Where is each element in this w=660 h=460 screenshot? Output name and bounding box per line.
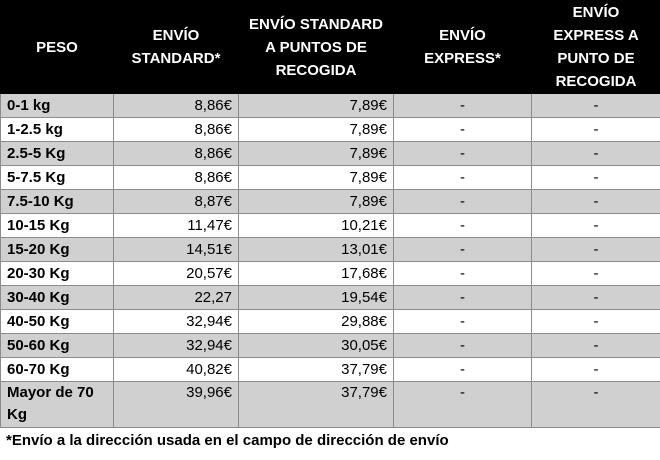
table-row: [1, 262, 660, 286]
table-row: [1, 190, 660, 214]
cell-peso: 15-20 Kg: [1, 238, 114, 262]
cell-standard-puntos: 13,01€: [239, 238, 394, 262]
cell-express-punto: -: [532, 286, 660, 310]
cell-standard: 32,94€: [114, 310, 239, 334]
cell-peso: 7.5-10 Kg: [1, 190, 114, 214]
cell-standard: 20,57€: [114, 262, 239, 286]
table-row: [1, 94, 660, 118]
cell-express: -: [394, 142, 532, 166]
cell-peso: 1-2.5 kg: [1, 118, 114, 142]
table-row: [1, 166, 660, 190]
cell-standard: 8,86€: [114, 118, 239, 142]
cell-standard: 8,86€: [114, 142, 239, 166]
cell-express-punto: -: [532, 190, 660, 214]
cell-express: -: [394, 310, 532, 334]
table-row: [1, 142, 660, 166]
cell-peso: 30-40 Kg: [1, 286, 114, 310]
cell-express: -: [394, 214, 532, 238]
cell-peso: 20-30 Kg: [1, 262, 114, 286]
cell-standard-puntos: 7,89€: [239, 118, 394, 142]
cell-standard-puntos: 37,79€: [239, 382, 394, 428]
cell-standard-puntos: 7,89€: [239, 190, 394, 214]
header-standard: ENVÍO STANDARD*: [114, 1, 239, 94]
cell-standard: 39,96€: [114, 382, 239, 428]
table-row: [1, 286, 660, 310]
cell-express-punto: -: [532, 334, 660, 358]
cell-standard-puntos: 17,68€: [239, 262, 394, 286]
table-row: [1, 382, 660, 428]
cell-express: -: [394, 166, 532, 190]
cell-standard: 8,87€: [114, 190, 239, 214]
cell-peso: 2.5-5 Kg: [1, 142, 114, 166]
cell-express-punto: -: [532, 358, 660, 382]
table-row: [1, 118, 660, 142]
header-peso: PESO: [1, 1, 114, 94]
table-row: [1, 214, 660, 238]
cell-peso: 10-15 Kg: [1, 214, 114, 238]
cell-express-punto: -: [532, 382, 660, 428]
cell-standard-puntos: 29,88€: [239, 310, 394, 334]
cell-express: -: [394, 262, 532, 286]
header-express: ENVÍO EXPRESS*: [394, 1, 532, 94]
cell-standard-puntos: 7,89€: [239, 94, 394, 118]
cell-peso: Mayor de 70 Kg: [1, 382, 114, 428]
table-row: [1, 238, 660, 262]
cell-standard: 32,94€: [114, 334, 239, 358]
cell-peso: 60-70 Kg: [1, 358, 114, 382]
cell-express-punto: -: [532, 166, 660, 190]
cell-standard-puntos: 7,89€: [239, 166, 394, 190]
cell-express-punto: -: [532, 142, 660, 166]
cell-standard: 8,86€: [114, 94, 239, 118]
cell-express-punto: -: [532, 262, 660, 286]
cell-express: -: [394, 286, 532, 310]
footnote: *Envío a la dirección usada en el campo de dirección de envío: [6, 432, 449, 449]
cell-express-punto: -: [532, 94, 660, 118]
cell-express: -: [394, 94, 532, 118]
cell-standard: 40,82€: [114, 358, 239, 382]
cell-standard: 22,27: [114, 286, 239, 310]
table-body: [1, 94, 660, 428]
table-row: [1, 358, 660, 382]
cell-peso: 0-1 kg: [1, 94, 114, 118]
cell-standard: 8,86€: [114, 166, 239, 190]
cell-standard: 14,51€: [114, 238, 239, 262]
cell-peso: 5-7.5 Kg: [1, 166, 114, 190]
cell-express: -: [394, 118, 532, 142]
cell-standard-puntos: 37,79€: [239, 358, 394, 382]
cell-express: -: [394, 190, 532, 214]
cell-express: -: [394, 382, 532, 428]
cell-standard-puntos: 19,54€: [239, 286, 394, 310]
cell-express: -: [394, 238, 532, 262]
cell-standard: 11,47€: [114, 214, 239, 238]
cell-express: -: [394, 334, 532, 358]
cell-standard-puntos: 7,89€: [239, 142, 394, 166]
cell-express: -: [394, 358, 532, 382]
cell-express-punto: -: [532, 310, 660, 334]
cell-standard-puntos: 30,05€: [239, 334, 394, 358]
cell-express-punto: -: [532, 214, 660, 238]
table-row: [1, 310, 660, 334]
header-standard-puntos: ENVÍO STANDARD A PUNTOS DE RECOGIDA: [239, 1, 394, 94]
header-row: [1, 1, 660, 94]
table-row: [1, 334, 660, 358]
cell-standard-puntos: 10,21€: [239, 214, 394, 238]
cell-peso: 40-50 Kg: [1, 310, 114, 334]
cell-express-punto: -: [532, 238, 660, 262]
cell-express-punto: -: [532, 118, 660, 142]
header-express-punto: ENVÍO EXPRESS A PUNTO DE RECOGIDA: [532, 1, 660, 94]
cell-peso: 50-60 Kg: [1, 334, 114, 358]
